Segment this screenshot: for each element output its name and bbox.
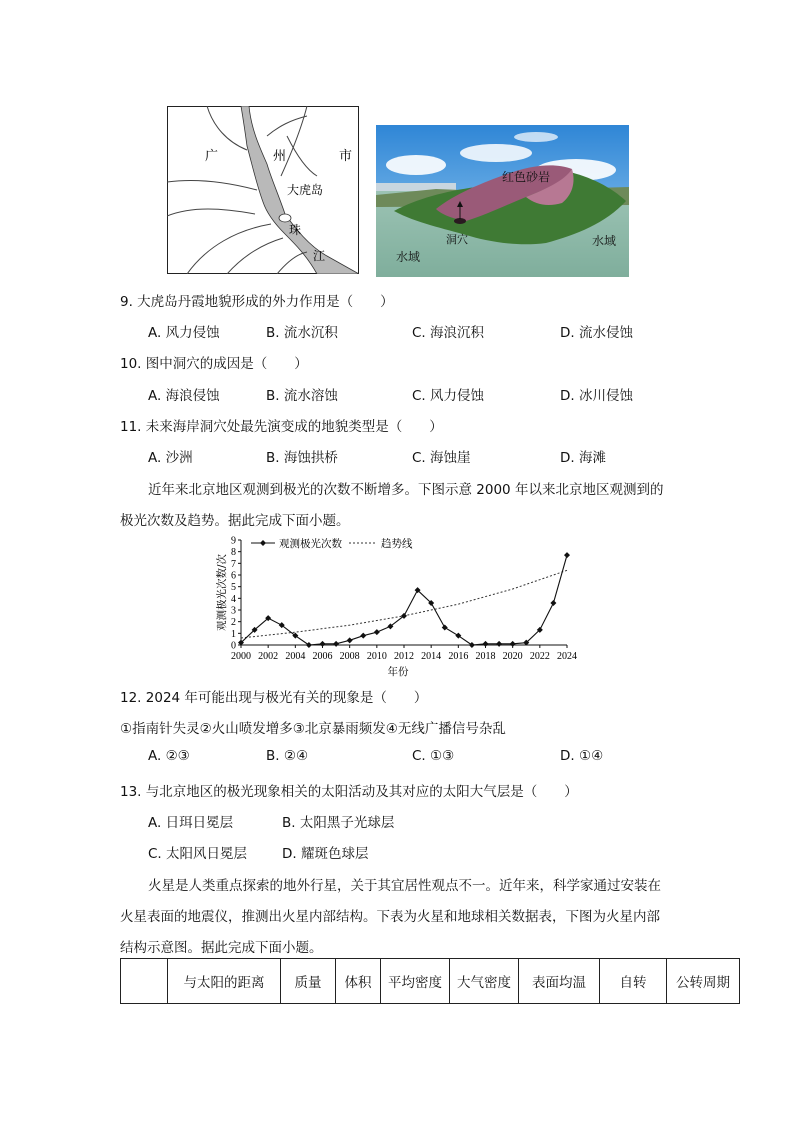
question-9-option-d[interactable]: D. 流水侵蚀 [560,325,633,341]
x-tick-label: 2020 [502,651,523,662]
y-tick-label: 5 [231,582,236,594]
map-label-zhu: 珠 [289,223,302,237]
question-11-option-a[interactable]: A. 沙洲 [148,450,193,466]
question-12-option-a[interactable]: A. ②③ [148,748,190,764]
map-label-guang: 广 [205,149,219,164]
intro-mars-line-3: 结构示意图。据此完成下面小题。 [120,940,323,956]
data-point [347,637,353,643]
y-tick-label: 3 [231,605,236,617]
legend-observed-label: 观测极光次数 [279,538,342,550]
question-11-option-d[interactable]: D. 海滩 [560,450,606,466]
aurora-count-chart [215,532,585,680]
table-header-cell [121,959,168,1004]
y-tick-label: 1 [231,628,236,640]
y-tick-label: 8 [231,547,236,559]
question-12-option-d[interactable]: D. ①④ [560,748,604,764]
table-header-cell: 与太阳的距离 [168,959,281,1004]
table-header-cell: 质量 [281,959,336,1004]
intro-mars-line-1: 火星是人类重点探索的地外行星，关于其宜居性观点不一。近年来，科学家通过安装在 [148,878,661,894]
data-point [333,641,339,647]
data-point [483,641,489,647]
table-header-cell: 公转周期 [667,959,740,1004]
table-header-cell: 体积 [336,959,381,1004]
question-12-stem: 12. 2024 年可能出现与极光有关的现象是（ ） [120,690,428,706]
table-header-cell: 表面均温 [519,959,600,1004]
x-tick-label: 2014 [421,651,442,662]
observed-series-line [241,555,567,645]
x-tick-label: 2010 [366,651,387,662]
intro-mars-line-2: 火星表面的地震仪，推测出火星内部结构。下表为火星和地球相关数据表，下图为火星内部 [120,909,660,925]
question-10-option-c[interactable]: C. 风力侵蚀 [412,388,485,404]
map-label-dahudao: 大虎岛 [287,183,324,197]
question-10-stem: 10. 图中洞穴的成因是（ ） [120,356,308,372]
intro-aurora-line-1: 近年来北京地区观测到极光的次数不断增多。下图示意 2000 年以来北京地区观测到的 [148,482,664,498]
x-tick-label: 2024 [557,651,577,662]
photo-label-water-right: 水域 [592,234,617,248]
x-tick-label: 2000 [231,651,251,662]
data-point [320,641,326,647]
chart-axes [241,540,567,645]
question-13-option-d[interactable]: D. 耀斑色球层 [282,846,369,862]
question-9-option-b[interactable]: B. 流水沉积 [266,325,338,341]
question-11-option-c[interactable]: C. 海蚀崖 [412,450,471,466]
question-12-option-c[interactable]: C. ①③ [412,748,455,764]
pearl-river-map [167,106,359,274]
y-tick-label: 4 [231,593,236,605]
question-10-option-a[interactable]: A. 海浪侵蚀 [148,388,220,404]
table-header-row [121,959,740,1004]
mars-earth-data-table [120,958,740,1004]
map-label-zhou: 州 [273,149,287,164]
map-label-jiang: 江 [313,249,326,263]
x-tick-label: 2016 [448,651,469,662]
photo-label-water-left: 水域 [396,250,421,264]
x-tick-label: 2022 [529,651,550,662]
data-point [564,552,570,558]
question-11-stem: 11. 未来海岸洞穴处最先演变成的地貌类型是（ ） [120,419,443,435]
x-tick-label: 2006 [312,651,333,662]
y-tick-label: 2 [231,617,236,629]
question-11-option-b[interactable]: B. 海蚀拱桥 [266,450,338,466]
question-12-items: ①指南针失灵②火山喷发增多③北京暴雨频发④无线广播信号杂乱 [120,721,506,737]
x-tick-label: 2008 [339,651,360,662]
x-axis-title: 年份 [387,666,409,678]
photo-label-cave: 洞穴 [446,233,468,246]
photo-label-rock: 红色砂岩 [502,170,551,184]
y-tick-label: 7 [231,558,236,570]
question-10-option-b[interactable]: B. 流水溶蚀 [266,388,338,404]
danxia-island-photo [376,125,629,277]
question-13-option-a[interactable]: A. 日珥日冕层 [148,815,234,831]
question-12-option-b[interactable]: B. ②④ [266,748,309,764]
table-header-cell: 大气密度 [450,959,519,1004]
data-point [360,633,366,639]
table-header-cell: 自转 [600,959,667,1004]
data-point [510,641,516,647]
question-9-option-a[interactable]: A. 风力侵蚀 [148,325,220,341]
question-13-option-b[interactable]: B. 太阳黑子光球层 [282,815,395,831]
question-10-option-d[interactable]: D. 冰川侵蚀 [560,388,633,404]
legend-observed-marker [260,540,266,546]
y-tick-label: 9 [231,535,236,547]
legend-trend-label: 趋势线 [381,538,413,550]
data-point [496,641,502,647]
question-9-stem: 9. 大虎岛丹霞地貌形成的外力作用是（ ） [120,294,394,310]
data-point [550,600,556,606]
x-tick-label: 2004 [285,651,306,662]
data-point [374,629,380,635]
question-13-option-c[interactable]: C. 太阳风日冕层 [148,846,248,862]
x-tick-label: 2012 [394,651,414,662]
x-tick-label: 2018 [475,651,496,662]
trend-line [241,570,567,638]
question-13-stem: 13. 与北京地区的极光现象相关的太阳活动及其对应的太阳大气层是（ ） [120,784,578,800]
intro-aurora-line-2: 极光次数及趋势。据此完成下面小题。 [120,513,350,529]
x-tick-label: 2002 [258,651,279,662]
y-tick-label: 6 [231,570,236,582]
y-tick-label: 0 [231,640,236,652]
question-9-option-c[interactable]: C. 海浪沉积 [412,325,485,341]
y-axis-title: 观测极光次数/次 [216,553,228,632]
table-header-cell: 平均密度 [381,959,450,1004]
map-label-shi: 市 [339,149,353,164]
data-point [442,625,448,631]
